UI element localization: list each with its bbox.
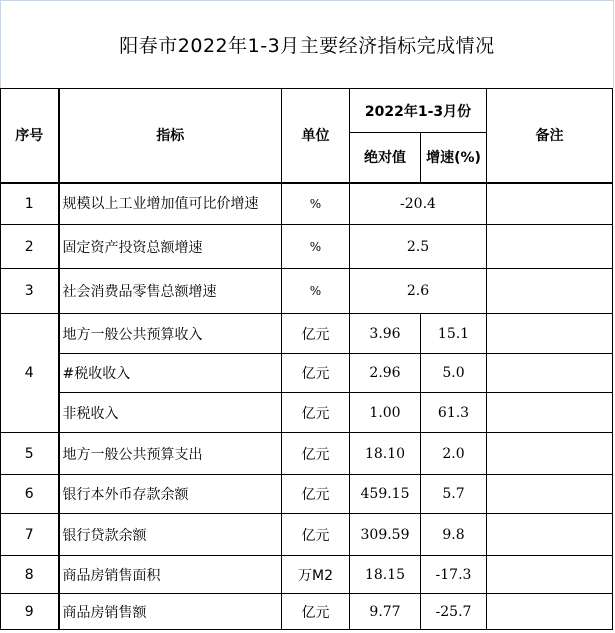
row-indicator: 商品房销售面积	[59, 556, 282, 594]
row-absolute: 459.15	[350, 475, 421, 514]
row-absolute: 18.10	[350, 433, 421, 475]
row-remarks	[487, 183, 613, 225]
row-seq: 4	[1, 314, 59, 433]
row-unit: 亿元	[282, 433, 350, 475]
row-remarks	[487, 514, 613, 556]
row-remarks	[487, 393, 613, 433]
row-unit: 亿元	[282, 514, 350, 556]
table-row	[1, 475, 613, 514]
row-indicator: 银行本外币存款余额	[59, 475, 282, 514]
row-seq: 1	[1, 183, 59, 225]
header-unit: 单位	[282, 89, 350, 183]
row-seq: 5	[1, 433, 59, 475]
page-title: 阳春市2022年1-3月主要经济指标完成情况	[0, 0, 614, 88]
row-seq: 9	[1, 594, 59, 630]
row-growth: 15.1	[421, 314, 487, 354]
table-row	[1, 314, 613, 354]
table-row	[1, 269, 613, 314]
row-remarks	[487, 433, 613, 475]
row-indicator: 商品房销售额	[59, 594, 282, 630]
row-growth: 5.7	[421, 475, 487, 514]
header-indicator: 指标	[59, 89, 282, 183]
row-unit: %	[282, 225, 350, 269]
row-absolute: 1.00	[350, 393, 421, 433]
header-seq: 序号	[1, 89, 59, 183]
row-merged-value: 2.6	[350, 269, 487, 314]
row-absolute: 18.15	[350, 556, 421, 594]
row-unit: %	[282, 269, 350, 314]
row-growth: -25.7	[421, 594, 487, 630]
row-merged-value: -20.4	[350, 183, 487, 225]
table-row	[1, 183, 613, 225]
row-unit: 亿元	[282, 594, 350, 630]
row-indicator-text: 规模以上工业增加值可比价增速	[62, 195, 259, 212]
row-absolute: 2.96	[350, 354, 421, 393]
table-row	[1, 354, 613, 393]
row-seq: 6	[1, 475, 59, 514]
row-remarks	[487, 354, 613, 393]
row-unit: %	[282, 183, 350, 225]
table-row	[1, 225, 613, 269]
row-indicator	[59, 183, 282, 225]
header-growth: 增速(%)	[421, 133, 487, 183]
row-absolute: 309.59	[350, 514, 421, 556]
row-remarks	[487, 594, 613, 630]
row-indicator: #税收收入	[59, 354, 282, 393]
row-growth: -17.3	[421, 556, 487, 594]
row-absolute: 9.77	[350, 594, 421, 630]
row-indicator: 银行贷款余额	[59, 514, 282, 556]
row-growth: 2.0	[421, 433, 487, 475]
table-row	[1, 393, 613, 433]
row-absolute: 3.96	[350, 314, 421, 354]
table-row	[1, 433, 613, 475]
row-growth: 61.3	[421, 393, 487, 433]
row-remarks	[487, 556, 613, 594]
table-row	[1, 514, 613, 556]
header-remarks: 备注	[487, 89, 613, 183]
row-merged-value: 2.5	[350, 225, 487, 269]
row-seq: 3	[1, 269, 59, 314]
row-remarks	[487, 269, 613, 314]
header-absolute: 绝对值	[350, 133, 421, 183]
row-unit: 万M2	[282, 556, 350, 594]
row-seq: 7	[1, 514, 59, 556]
table-row	[1, 594, 613, 630]
row-growth: 9.8	[421, 514, 487, 556]
row-indicator: 地方一般公共预算收入	[59, 314, 282, 354]
row-seq: 2	[1, 225, 59, 269]
indicators-table	[0, 88, 613, 630]
row-remarks	[487, 475, 613, 514]
row-seq: 8	[1, 556, 59, 594]
row-indicator: 固定资产投资总额增速	[59, 225, 282, 269]
row-indicator: 非税收入	[59, 393, 282, 433]
row-indicator: 地方一般公共预算支出	[59, 433, 282, 475]
row-unit: 亿元	[282, 393, 350, 433]
row-growth: 5.0	[421, 354, 487, 393]
header-period: 2022年1-3月份	[350, 89, 487, 133]
row-unit: 亿元	[282, 475, 350, 514]
row-remarks	[487, 314, 613, 354]
row-indicator: 社会消费品零售总额增速	[59, 269, 282, 314]
table-row	[1, 556, 613, 594]
row-unit: 亿元	[282, 314, 350, 354]
row-unit: 亿元	[282, 354, 350, 393]
table-header-row	[1, 89, 613, 133]
row-remarks	[487, 225, 613, 269]
